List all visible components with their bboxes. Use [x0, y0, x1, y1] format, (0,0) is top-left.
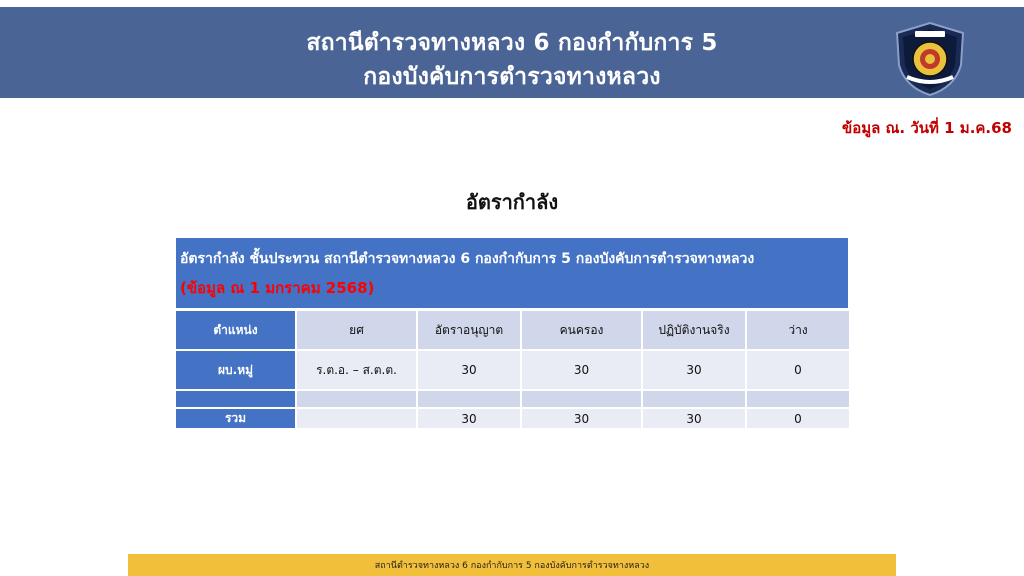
cell-vacant: 0	[747, 351, 849, 389]
cell-occupied	[522, 391, 641, 407]
header-banner	[0, 7, 1024, 98]
cell-occupied: 30	[522, 351, 641, 389]
total-label: รวม	[176, 409, 295, 428]
table-header-row	[176, 311, 849, 349]
cell-authorized	[418, 391, 520, 407]
total-vacant: 0	[747, 409, 849, 428]
column-header-active: ปฏิบัติงานจริง	[643, 311, 745, 349]
header-title-line1: สถานีตำรวจทางหลวง 6 กองกำกับการ 5	[306, 30, 718, 56]
table-row-empty	[176, 391, 849, 407]
column-header-position: ตำแหน่ง	[176, 311, 295, 349]
as-of-date-note: ข้อมูล ณ. วันที่ 1 ม.ค.68	[841, 119, 1012, 137]
column-header-vacant: ว่าง	[747, 311, 849, 349]
highway-police-logo-icon	[893, 21, 967, 97]
cell-rank	[297, 391, 416, 407]
footer-bar	[128, 554, 896, 576]
section-title: อัตรากำลัง	[465, 190, 559, 214]
column-header-occupied: คนครอง	[522, 311, 641, 349]
panel-header	[176, 238, 848, 308]
footer-text: สถานีตำรวจทางหลวง 6 กองกำกับการ 5 กองบังคับการตำรวจทางหลวง	[374, 561, 650, 571]
cell-authorized: 30	[418, 351, 520, 389]
panel-caption: อัตรากำลัง ชั้นประทวน สถานีตำรวจทางหลวง 6 กองกำกับการ 5 กองบังคับการตำรวจทางหลวง	[180, 251, 755, 267]
cell-active	[643, 391, 745, 407]
header-title-line2: กองบังคับการตำรวจทางหลวง	[363, 64, 661, 90]
manpower-panel	[176, 238, 848, 432]
cell-vacant	[747, 391, 849, 407]
manpower-table	[174, 309, 851, 430]
total-occupied: 30	[522, 409, 641, 428]
total-authorized: 30	[418, 409, 520, 428]
cell-rank: ร.ต.อ. – ส.ต.ต.	[297, 351, 416, 389]
cell-position: ผบ.หมู่	[176, 351, 295, 389]
cell-position	[176, 391, 295, 407]
cell-active: 30	[643, 351, 745, 389]
total-rank	[297, 409, 416, 428]
panel-date-note: (ข้อมูล ณ 1 มกราคม 2568)	[180, 279, 375, 297]
table-total-row	[176, 409, 849, 428]
column-header-authorized: อัตราอนุญาต	[418, 311, 520, 349]
table-row	[176, 351, 849, 389]
total-active: 30	[643, 409, 745, 428]
column-header-rank: ยศ	[297, 311, 416, 349]
